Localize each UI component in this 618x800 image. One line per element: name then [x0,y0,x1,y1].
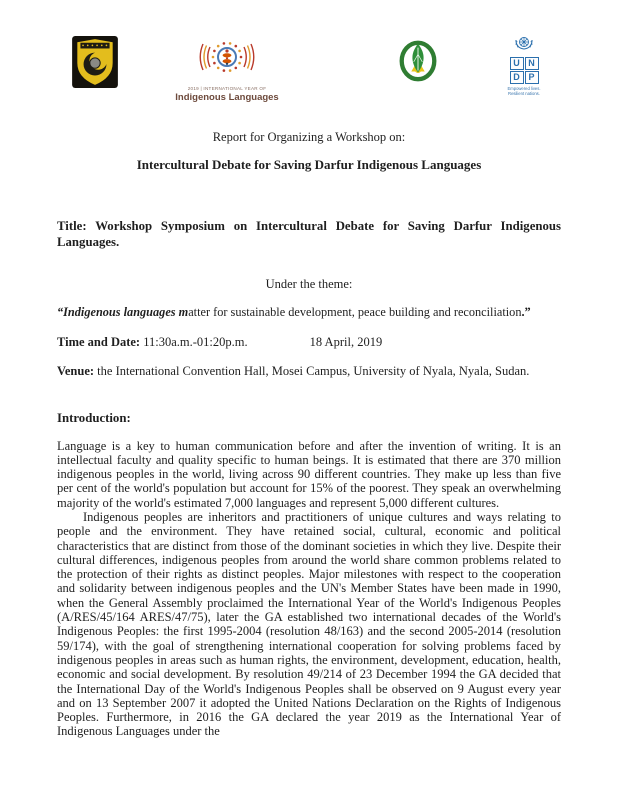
theme-quote [57,305,561,320]
venue-label: Venue: [57,363,95,378]
date-value: 18 April, 2019 [309,334,383,349]
un-emblem-icon [500,35,548,56]
introduction-heading: Introduction: [57,410,131,425]
venue-value: the International Convention Hall, Mosei Campus, University of Nyala, Nyala, Sudan. [94,363,530,378]
undp-letter-d: D [510,71,524,84]
undp-letter-u: U [510,57,524,70]
undp-letter-n: N [525,57,539,70]
introduction-paragraph-1: Language is a key to human communication before and after the invention of writing. It is an intellectual faculty and quality specific to human beings. It is estimated that there are 370 million indigenous peoples in the world, living across 90 different countries. They make up less than five per cent of the world's population but account for 15% of the poorest. They speak an overwhelming majority of the world's estimated 7,000 languages and represent 5,000 different cultures. [57,438,561,510]
iyil-2019-logo [167,36,287,103]
undp-tagline [500,86,548,96]
venue-line [57,364,561,379]
iyil-year-label: 2019 | INTERNATIONAL YEAR OF [187,86,267,91]
iyil-mandala-icon [196,67,258,84]
time-label: Time and Date: [57,334,141,349]
quote-lead-text: “Indigenous languages m [57,304,189,319]
title-label: Title: [57,218,87,233]
quote-body-text: atter for sustainable development, peace building and reconciliation [188,304,522,319]
university-shield-icon [72,36,118,88]
time-value: 11:30a.m.-01:20p.m. [140,334,248,349]
iyil-wordmark: Indigenous Languages [175,92,279,103]
undp-tagline-line1: Empowered lives. [507,86,541,91]
university-of-nyala-logo [72,36,118,88]
title-text: Workshop Symposium on Intercultural Debate for Saving Darfur Indigenous Languages. [57,218,561,249]
undp-letter-p: P [525,71,539,84]
report-subject-line: Report for Organizing a Workshop on: [212,130,406,144]
logos-row [57,34,561,103]
title-paragraph [57,218,561,251]
time-and-date-line [57,335,561,350]
quote-closing-mark: .” [521,304,531,319]
green-organization-logo [395,38,441,84]
leaf-emblem-icon [395,38,441,84]
undp-tagline-line2: Resilient nations. [508,91,540,96]
workshop-main-title: Intercultural Debate for Saving Darfur Indigenous Languages [136,157,482,172]
introduction-paragraph-2: Indigenous peoples are inheritors and practitioners of unique cultures and ways relating to people and the environment. They have retained social, cultural, economic and political characteristics that are distinct from those of the dominant societies in which they live. Despite their cultural differences, indigenous peoples from around the world share common problems related to the protection of their rights as distinct peoples. Major milestones with respect to the cooperation and solidarity between indigenous peoples and the UN's Member States have been made in 1990, when the General Assembly proclaimed the International Year of the World's Indigenous Peoples (A/RES/45/164 ARES/47/75), later the GA established two international decades of the World's Indigenous Peoples: the first 1995-2004 (resolution 48/163) and the second 2005-2014 (resolution 59/174), with the goal of strengthening international cooperation for solving problems faced by indigenous peoples in areas such as human rights, the environment, development, education, health, economic and social development. By resolution 49/214 of 23 December 1994 the GA decided that the International Day of the World's Indigenous Peoples shall be observed on 9 August every year and on 13 September 2007 it adopted the United Nations Declaration on the Rights of Indigenous Peoples. Furthermore, in 2016 the GA declared the year 2019 as the International Year of Indigenous Languages under the [57,509,561,739]
theme-heading: Under the theme: [265,276,353,291]
undp-letter-grid [500,57,548,84]
undp-logo [500,35,548,96]
